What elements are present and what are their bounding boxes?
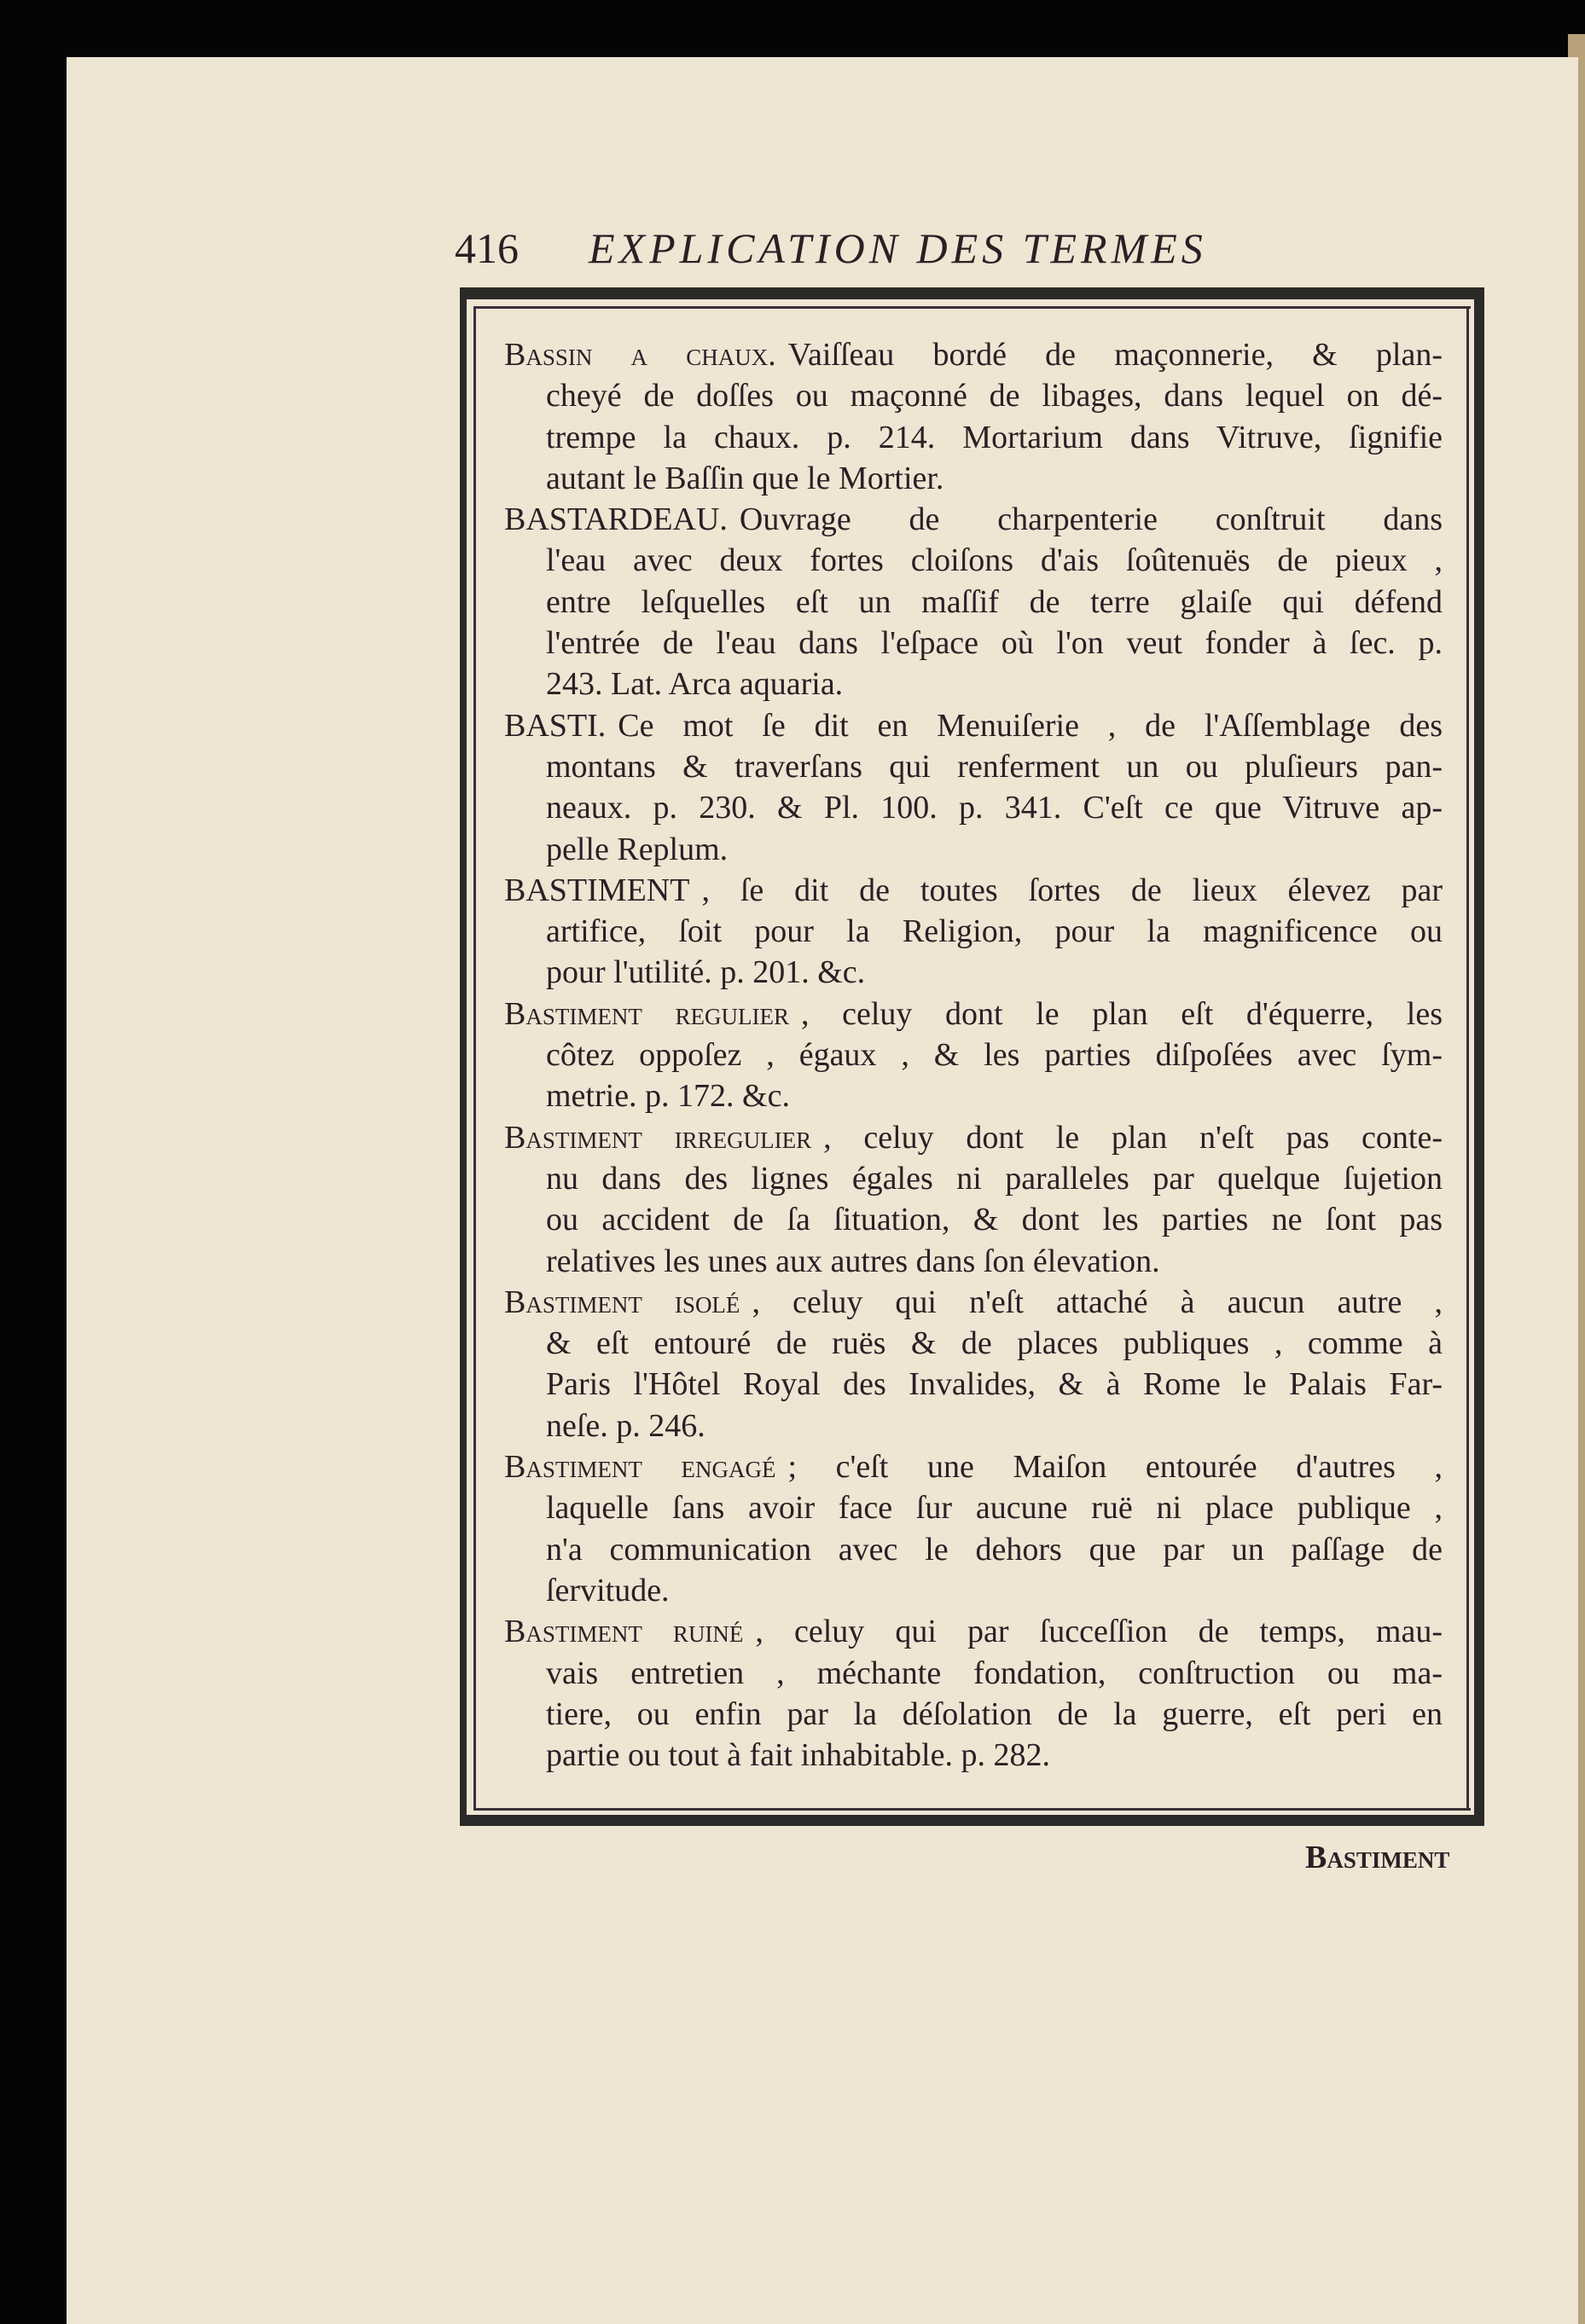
entry-term: BASTARDEAU.	[504, 501, 728, 538]
glossary-entry	[504, 1117, 1443, 1282]
entry-term: Bassin a chaux.	[504, 337, 776, 373]
entry-term: Bastiment engagé	[504, 1449, 776, 1486]
entry-text: autant le Baſſin que le Mortier.	[546, 460, 944, 496]
entry-line	[504, 1611, 1443, 1652]
entry-term: BASTIMENT	[504, 872, 690, 908]
catchword: Bastiment	[1305, 1840, 1450, 1875]
entry-line	[504, 870, 1443, 911]
entry-line	[504, 705, 1443, 746]
entry-line	[546, 582, 1443, 623]
entry-text: laquelle ſans avoir face ſur aucune ruë ni place publique ,	[546, 1490, 1443, 1527]
entry-text: neaux. p. 230. & Pl. 100. p. 341. C'eſt ce que Vitruve ap-	[546, 790, 1443, 826]
glossary-entry	[504, 705, 1443, 870]
entry-term: Bastiment irregulier	[504, 1119, 812, 1156]
entry-line	[546, 1199, 1443, 1240]
entry-text: entre leſquelles eſt un maſſif de terre glaiſe qui défend	[546, 583, 1443, 620]
entry-text: l'entrée de l'eau dans l'eſpace où l'on veut fonder à ſec. p.	[546, 625, 1443, 662]
entry-line	[546, 540, 1443, 581]
entry-line	[546, 952, 1443, 993]
entry-text: artifice, ſoit pour la Religion, pour la magnificence ou	[546, 913, 1443, 950]
entry-text: neſe. p. 246.	[546, 1407, 705, 1444]
frame-rule-right	[1474, 287, 1484, 1825]
entry-line	[504, 1446, 1443, 1487]
entry-line	[546, 1405, 1443, 1446]
entry-line	[546, 1364, 1443, 1405]
entry-term: Bastiment isolé	[504, 1284, 740, 1320]
entry-text: ou accident de ſa ſituation, & dont les parties ne ſont pas	[546, 1202, 1443, 1238]
glossary-entries	[504, 334, 1443, 1776]
entry-text: Ouvrage de charpenterie conſtruit dans	[739, 501, 1443, 538]
frame-rule-bottom	[460, 1815, 1484, 1826]
entry-line	[546, 787, 1443, 828]
entry-text: côtez oppoſez , égaux , & les parties diſpoſées avec ſym-	[546, 1037, 1443, 1074]
entry-text: , ſe dit de toutes ſortes de lieux élevez par	[701, 872, 1443, 908]
frame-rule-top	[460, 287, 1484, 299]
entry-text: & eſt entouré de ruës & de places publiques , comme à	[546, 1325, 1443, 1362]
entry-text: trempe la chaux. p. 214. Mortarium dans Vitruve, ſignifie	[546, 419, 1443, 455]
entry-line	[504, 499, 1443, 540]
entry-line	[504, 1282, 1443, 1323]
entry-line	[546, 458, 1443, 499]
entry-text: , celuy dont le plan eſt d'équerre, les	[800, 995, 1443, 1032]
entry-line	[546, 1034, 1443, 1075]
glossary-entry	[504, 1611, 1443, 1776]
entry-line	[546, 1694, 1443, 1735]
glossary-entry	[504, 994, 1443, 1117]
entry-term: BASTI.	[504, 707, 607, 744]
entry-text: cheyé de doſſes ou maçonné de libages, dans lequel on dé-	[546, 378, 1443, 414]
entry-line	[504, 1117, 1443, 1158]
entry-line	[546, 417, 1443, 458]
glossary-entry	[504, 870, 1443, 994]
frame-rule-bottom-inner	[474, 1808, 1471, 1811]
entry-text: montans & traverſans qui renferment un ou pluſieurs pan-	[546, 748, 1443, 785]
entry-text: pour l'utilité. p. 201. &c.	[546, 954, 866, 991]
entry-text: vais entretien , méchante fondation, conſtruction ou ma-	[546, 1655, 1443, 1691]
entry-line	[546, 829, 1443, 870]
glossary-entry	[504, 499, 1443, 704]
entry-line	[546, 1735, 1443, 1776]
entry-line	[546, 746, 1443, 787]
running-title: EXPLICATION DES TERMES	[589, 224, 1207, 272]
entry-text: Ce mot ſe dit en Menuiſerie , de l'Aſſemblage des	[618, 707, 1443, 744]
frame-rule-top-inner	[474, 306, 1471, 309]
entry-text: nu dans des lignes égales ni paralleles par quelque ſujetion	[546, 1160, 1443, 1197]
frame-rule-left-inner	[473, 306, 476, 1811]
entry-line	[546, 1570, 1443, 1611]
entry-text: 243. Lat. Arca aquaria.	[546, 666, 844, 703]
entry-line	[546, 1075, 1443, 1116]
frame-rule-left	[460, 287, 467, 1825]
entry-text: tiere, ou enfin par la déſolation de la guerre, eſt peri en	[546, 1695, 1443, 1732]
entry-text: partie ou tout à fait inhabitable. p. 282.	[546, 1737, 1050, 1774]
entry-text: Paris l'Hôtel Royal des Invalides, & à Rome le Palais Far-	[546, 1366, 1443, 1403]
entry-line	[546, 1158, 1443, 1199]
entry-line	[546, 1529, 1443, 1570]
entry-line	[546, 1487, 1443, 1528]
entry-text: Vaiſſeau bordé de maçonnerie, & plan-	[787, 337, 1443, 373]
frame-rule-right-inner	[1466, 306, 1469, 1811]
entry-line	[504, 994, 1443, 1034]
entry-line	[546, 664, 1443, 704]
page-number: 416	[455, 224, 519, 272]
entry-text: , celuy dont le plan n'eſt pas conte-	[823, 1119, 1443, 1156]
entry-text: metrie. p. 172. &c.	[546, 1078, 790, 1115]
entry-text: ſervitude.	[546, 1572, 670, 1608]
entry-text: ; c'eſt une Maiſon entourée d'autres ,	[787, 1449, 1443, 1486]
entry-text: relatives les unes aux autres dans ſon élevation.	[546, 1243, 1160, 1279]
entry-text: pelle Replum.	[546, 831, 729, 867]
entry-line	[546, 1241, 1443, 1282]
entry-line	[504, 334, 1443, 375]
entry-text: l'eau avec deux fortes cloiſons d'ais ſoûtenuës de pieux ,	[546, 542, 1443, 579]
entry-line	[546, 911, 1443, 952]
entry-line	[546, 1323, 1443, 1364]
glossary-entry	[504, 1446, 1443, 1611]
entry-line	[546, 375, 1443, 416]
entry-line	[546, 1653, 1443, 1694]
entry-line	[546, 623, 1443, 664]
entry-term: Bastiment regulier	[504, 995, 789, 1032]
glossary-entry	[504, 334, 1443, 499]
entry-text: , celuy qui par ſucceſſion de temps, mau-	[755, 1614, 1443, 1650]
entry-term: Bastiment ruiné	[504, 1614, 744, 1650]
entry-text: n'a communication avec le dehors que par un paſſage de	[546, 1531, 1443, 1568]
entry-text: , celuy qui n'eſt attaché à aucun autre ,	[752, 1284, 1443, 1320]
glossary-entry	[504, 1282, 1443, 1446]
